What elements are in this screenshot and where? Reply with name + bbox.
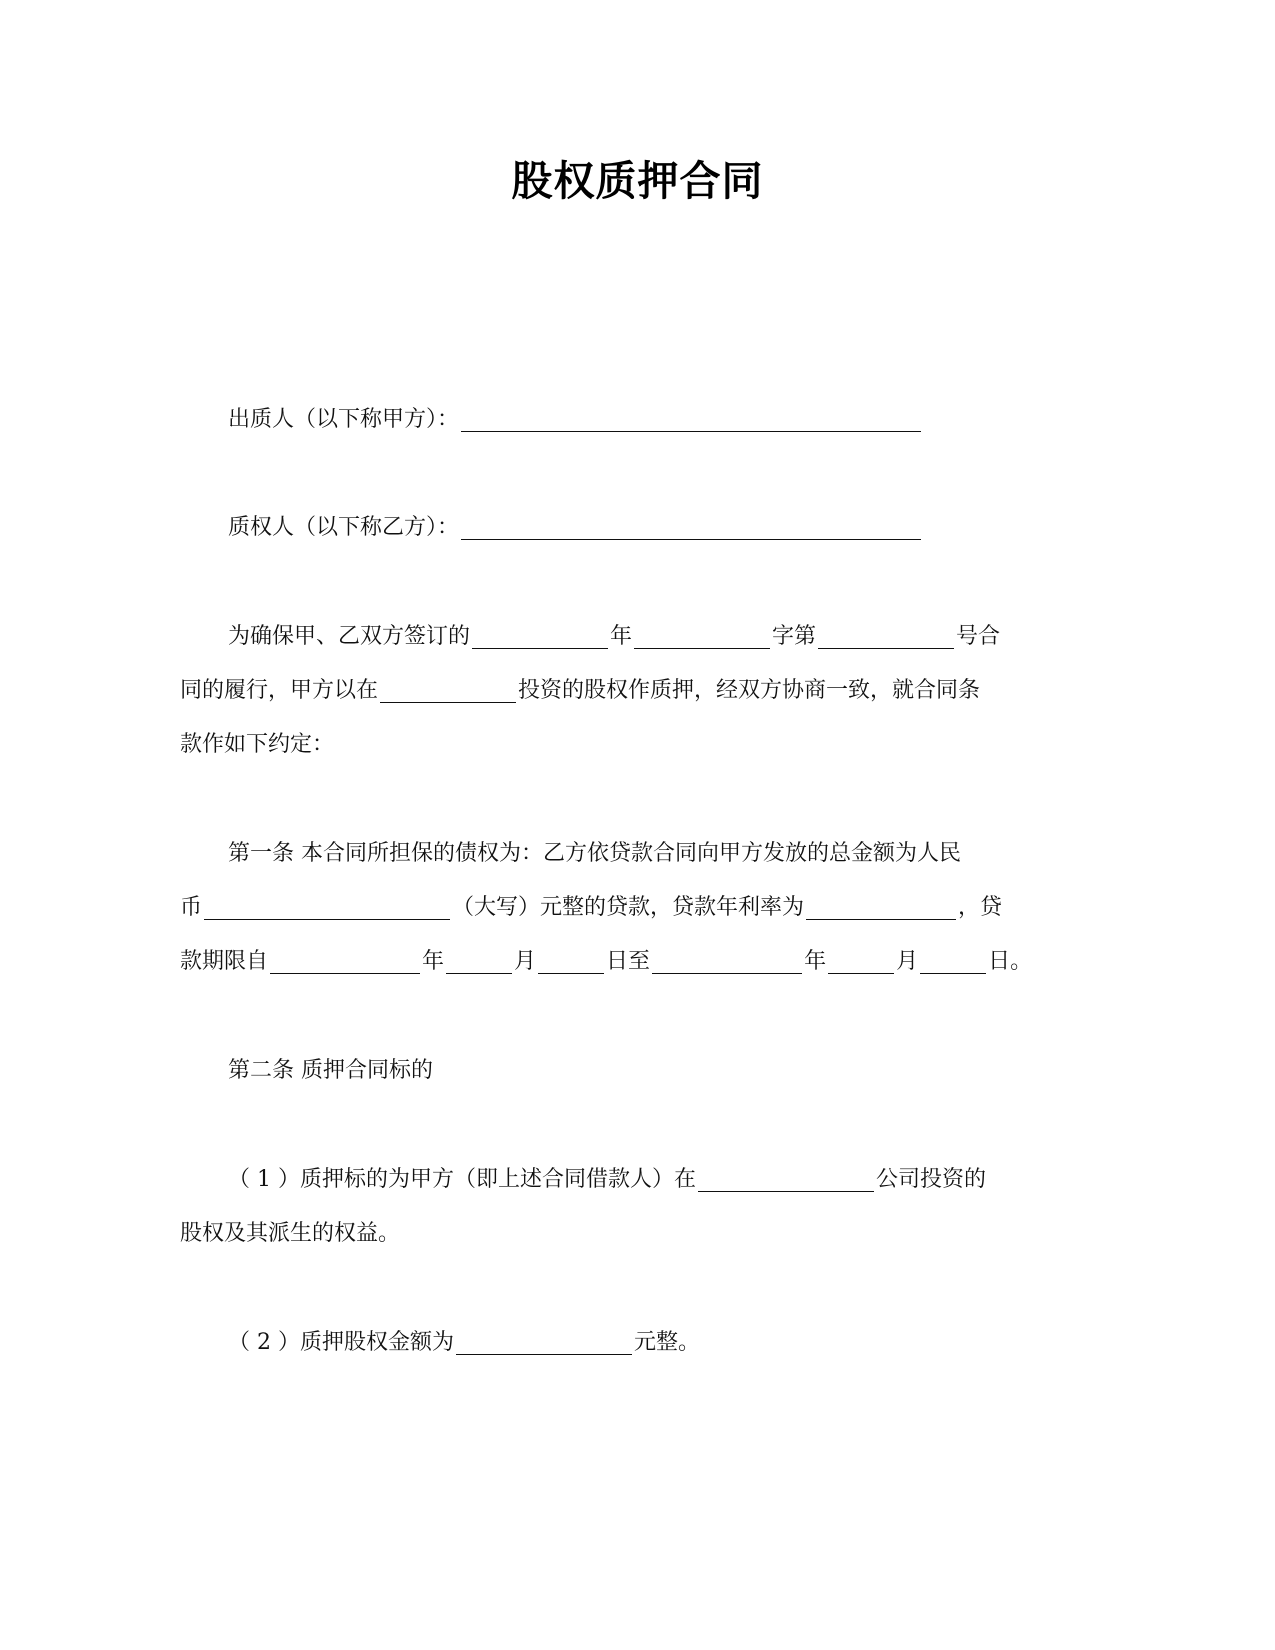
preamble-line-2: [180, 676, 980, 706]
preamble-text: 款作如下约定：: [180, 732, 335, 757]
pledgor-label: 出质人（以下称甲方）：: [228, 407, 460, 432]
contract-word-blank[interactable]: [634, 626, 770, 649]
preamble-text: 字第: [772, 624, 817, 649]
article1-text: 年: [422, 949, 445, 974]
pledgee-name-blank[interactable]: [461, 517, 921, 540]
end-day-blank[interactable]: [920, 951, 986, 974]
interest-rate-blank[interactable]: [806, 897, 956, 920]
article1-line-2: [180, 893, 1002, 923]
article1-text: 月: [514, 949, 537, 974]
pledgee-line: [228, 513, 923, 543]
article1-text: ，贷: [958, 895, 1003, 920]
article1-text: 月: [896, 949, 919, 974]
preamble-line-1: [228, 622, 1000, 652]
contract-year-blank[interactable]: [472, 626, 608, 649]
article2-text: 第二条 质押合同标的: [228, 1058, 433, 1083]
article2-text: 公司投资的: [876, 1167, 987, 1192]
article1-text: 币: [180, 895, 203, 920]
article2-text: （ 2 ）质押股权金额为: [228, 1330, 454, 1355]
article1-text: 款期限自: [180, 949, 269, 974]
start-day-blank[interactable]: [538, 951, 604, 974]
article2-text: 股权及其派生的权益。: [180, 1221, 401, 1246]
article1-text: 年: [804, 949, 827, 974]
start-month-blank[interactable]: [446, 951, 512, 974]
preamble-text: 号合: [956, 624, 1001, 649]
article2-item1-line-2: [180, 1219, 400, 1249]
article1-text: 第一条 本合同所担保的债权为：乙方依贷款合同向甲方发放的总金额为人民: [228, 841, 961, 866]
end-year-blank[interactable]: [652, 951, 802, 974]
page-title: 股权质押合同: [511, 157, 764, 205]
preamble-text: 投资的股权作质押，经双方协商一致，就合同条: [518, 678, 981, 703]
invested-company-blank[interactable]: [380, 680, 516, 703]
start-year-blank[interactable]: [270, 951, 420, 974]
article1-text: 日至: [606, 949, 651, 974]
article2-text: 元整。: [633, 1330, 700, 1355]
preamble-line-3: [180, 730, 334, 760]
end-month-blank[interactable]: [828, 951, 894, 974]
article2-text: （ 1 ）质押标的为甲方（即上述合同借款人）在: [228, 1167, 696, 1192]
preamble-text: 同的履行，甲方以在: [180, 678, 379, 703]
article2-item2-line: [228, 1328, 700, 1358]
article1-text: 日。: [988, 949, 1033, 974]
article1-line-1: [228, 839, 961, 869]
article1-line-3: [180, 947, 1032, 977]
article2-heading: [228, 1056, 433, 1086]
pledged-company-blank[interactable]: [698, 1169, 874, 1192]
pledgor-line: [228, 405, 923, 435]
article2-item1-line-1: [228, 1165, 986, 1195]
article1-text: （大写）元整的贷款，贷款年利率为: [452, 895, 805, 920]
pledgee-label: 质权人（以下称乙方）：: [228, 515, 460, 540]
preamble-text: 年: [610, 624, 633, 649]
contract-number-blank[interactable]: [818, 626, 954, 649]
pledged-amount-blank[interactable]: [456, 1332, 632, 1355]
preamble-text: 为确保甲、乙双方签订的: [228, 624, 471, 649]
pledgor-name-blank[interactable]: [461, 409, 921, 432]
loan-amount-blank[interactable]: [204, 897, 450, 920]
